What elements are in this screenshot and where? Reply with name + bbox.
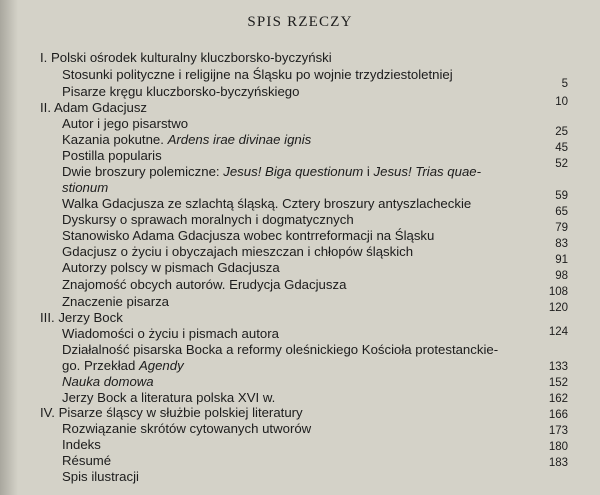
toc-entry: Walka Gdacjusza ze szlachtą śląską. Cztery broszury antyszlacheckie: [62, 196, 472, 211]
toc-page-number: 120: [548, 302, 568, 314]
section-heading: II. Adam Gdacjusz: [40, 100, 148, 115]
toc-page-number: 162: [548, 393, 568, 405]
toc-entry: Autorzy polscy w pismach Gdacjusza: [62, 260, 280, 275]
toc-page-number: 173: [548, 425, 568, 437]
toc-page-number: 166: [548, 409, 568, 421]
toc-entry: Pisarze kręgu kluczborsko-byczyńskiego: [62, 84, 300, 99]
toc-entry: Działalność pisarska Bocka a reformy oleśnickiego Kościoła protestanckie-: [62, 342, 499, 357]
toc-entry: Stosunki polityczne i religijne na Śląsku po wojnie trzydziestoletniej: [62, 67, 453, 82]
toc-page-number: 79: [555, 222, 568, 234]
toc-entry: Znajomość obcych autorów. Erudycja Gdacjusza: [62, 277, 347, 292]
toc-page-number: 25: [555, 126, 568, 138]
toc-page-number: 108: [548, 286, 568, 298]
page-title: SPIS RZECZY: [247, 14, 353, 30]
toc-entry: Nauka domowa: [62, 374, 154, 389]
toc-entry: Indeks: [62, 437, 101, 452]
toc-entry: Jerzy Bock a literatura polska XVI w.: [62, 390, 276, 405]
toc-page-number: 124: [548, 326, 568, 338]
toc-entry: Résumé: [62, 453, 112, 468]
toc-page-number: 91: [555, 254, 568, 266]
section-heading: IV. Pisarze śląscy w służbie polskiej literatury: [40, 405, 303, 420]
toc-page-number: 10: [555, 96, 568, 108]
toc-page-number: 59: [555, 190, 568, 202]
toc-entry: Wiadomości o życiu i pismach autora: [62, 326, 279, 341]
toc-entry: Dwie broszury polemiczne: Jesus! Biga questionum i Jesus! Trias quae-: [62, 164, 482, 179]
toc-page-number: 152: [548, 377, 568, 389]
toc-entry: Autor i jego pisarstwo: [62, 116, 189, 131]
toc-entry: Gdacjusz o życiu i obyczajach mieszczan i chłopów śląskich: [62, 244, 414, 259]
toc-page-number: 65: [555, 206, 568, 218]
toc-entry: Kazania pokutne. Ardens irae divinae ignis: [62, 132, 312, 147]
toc-page-number: 133: [548, 361, 568, 373]
toc-page-number: 83: [555, 238, 568, 250]
toc-page-number: 5: [561, 78, 568, 90]
toc-entry: go. Przekład Agendy: [62, 358, 184, 373]
toc-page-number: 52: [555, 158, 568, 170]
toc-entry: Spis ilustracji: [62, 469, 139, 484]
page-binding-shadow: [0, 0, 18, 495]
toc-page-number: 98: [555, 270, 568, 282]
section-heading: I. Polski ośrodek kulturalny kluczborsko-byczyński: [40, 50, 332, 65]
toc-entry: Rozwiązanie skrótów cytowanych utworów: [62, 421, 312, 436]
toc-page-number: 180: [548, 441, 568, 453]
toc-page-number: 45: [555, 142, 568, 154]
toc-entry: Postilla popularis: [62, 148, 162, 163]
section-heading: III. Jerzy Bock: [40, 310, 123, 325]
toc-page-number: 183: [548, 457, 568, 469]
toc-entry: Stanowisko Adama Gdacjusza wobec kontrreformacji na Śląsku: [62, 228, 435, 243]
toc-entry: stionum: [62, 180, 109, 195]
toc-entry: Dyskursy o sprawach moralnych i dogmatycznych: [62, 212, 354, 227]
toc-entry: Znaczenie pisarza: [62, 294, 170, 309]
